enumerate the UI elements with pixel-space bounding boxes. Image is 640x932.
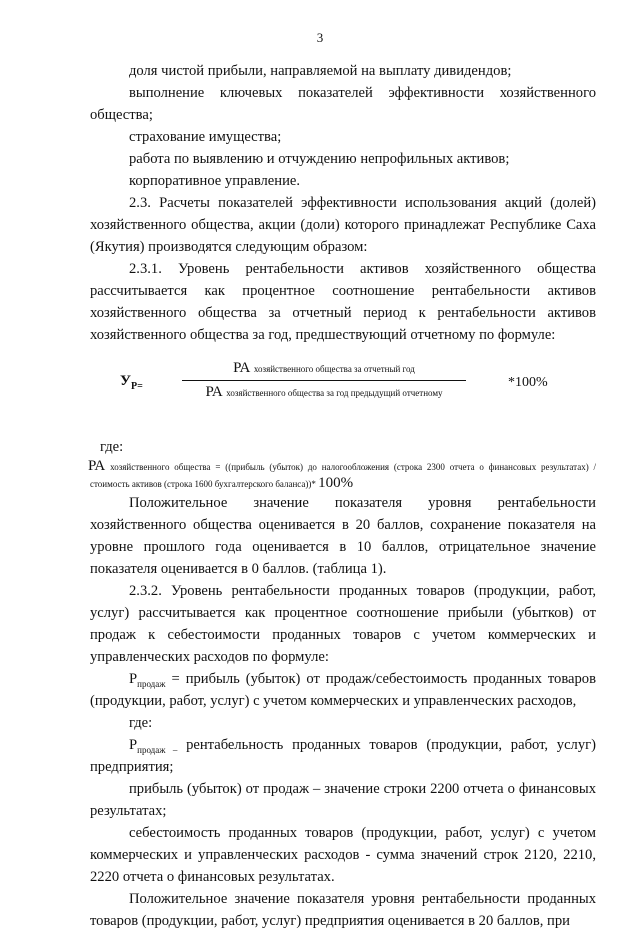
ra-definition-text: хозяйственного общества = ((прибыль (убыток) до налогообложения (строка 2300 отчета о финансовых результатах) / стоимость активов (строка 1600 бухгалтерского баланса))* (90, 462, 596, 489)
document-body (90, 60, 596, 932)
positive-value-paragraph-2: Положительное значение показателя уровня рентабельности проданных товаров (продукции, работ, услуг) предприятия оценивается в 20 баллов, при (90, 891, 596, 929)
list-item-kpi: выполнение ключевых показателей эффективности хозяйственного общества; (90, 85, 596, 123)
formula2-text: = прибыль (убыток) от продаж/себестоимость проданных товаров (продукции, работ, услуг) с учетом коммерческих и управленческих расходов, (90, 671, 596, 709)
numerator-text: хозяйственного общества за отчетный год (253, 364, 415, 374)
page-number: 3 (316, 30, 324, 45)
def-p-text: рентабельность проданных товаров (продукции, работ, услуг) предприятия; (90, 737, 596, 775)
formula2-p: Р (129, 671, 138, 687)
asset-profitability-formula (90, 358, 596, 422)
formula-fraction (182, 358, 466, 404)
definition-sales-profitability (90, 734, 596, 778)
positive-value-paragraph-1: Положительное значение показателя уровня рентабельности хозяйственного общества оценивается в 20 баллов, сохранение показателя на уровне прошлого года оценивается в 10 баллов, отрицательное значение показателя оценивается в 0 баллов. (таблица 1). (90, 495, 596, 577)
sales-profitability-formula (90, 668, 596, 712)
definition-sales-profit: прибыль (убыток) от продаж – значение строки 2200 отчета о финансовых результатах; (90, 781, 596, 819)
section-2-3: 2.3. Расчеты показателей эффективности использования акций (долей) хозяйственного общества, акции (доли) которого принадлежат Республике Саха (Якутия) производятся следующим образом: (90, 195, 596, 255)
formula2-p-sub: продаж (137, 678, 166, 689)
ra-symbol: РА (88, 458, 106, 474)
where-label-1: где: (100, 439, 124, 455)
formula-denominator (182, 381, 466, 404)
definition-cost-of-goods: себестоимость проданных товаров (продукции, работ, услуг) с учетом коммерческих и управленческих расходов - сумма значений строк 2120, 2210, 2220 отчета о финансовых результатах. (90, 825, 596, 885)
ra-definition (90, 458, 596, 492)
def-p-sub: продаж – (137, 744, 178, 755)
where-label-2: где: (129, 715, 153, 731)
formula-label-main: У (120, 373, 132, 389)
numerator-ra: РА (233, 360, 251, 376)
section-2-3-2: 2.3.2. Уровень рентабельности проданных товаров (продукции, работ, услуг) рассчитывается как процентное соотношение прибыли (убытков) от продаж к себестоимости проданных товаров с учетом коммерческих и управленческих расходов по формуле: (90, 583, 596, 665)
list-item-dividends: доля чистой прибыли, направляемой на выплату дивидендов; (129, 63, 512, 79)
def-p: Р (129, 737, 138, 753)
section-2-3-1: 2.3.1. Уровень рентабельности активов хозяйственного общества рассчитывается как процентное соотношение рентабельности активов хозяйственного общества за отчетный период к рентабельности активов хозяйственного общества за год, предшествующий отчетному по формуле: (90, 261, 596, 343)
denominator-ra: РА (205, 384, 223, 400)
list-item-noncore-assets: работа по выявлению и отчуждению непрофильных активов; (129, 151, 510, 167)
ra-definition-percent: 100% (318, 475, 354, 491)
formula-label-sub: Р= (131, 381, 143, 392)
list-item-insurance: страхование имущества; (129, 129, 282, 145)
denominator-text: хозяйственного общества за год предыдущий отчетному (226, 388, 443, 398)
formula-numerator (182, 358, 466, 381)
formula-label (120, 370, 143, 392)
formula-multiplier: *100% (508, 375, 548, 390)
list-item-governance: корпоративное управление. (129, 173, 301, 189)
